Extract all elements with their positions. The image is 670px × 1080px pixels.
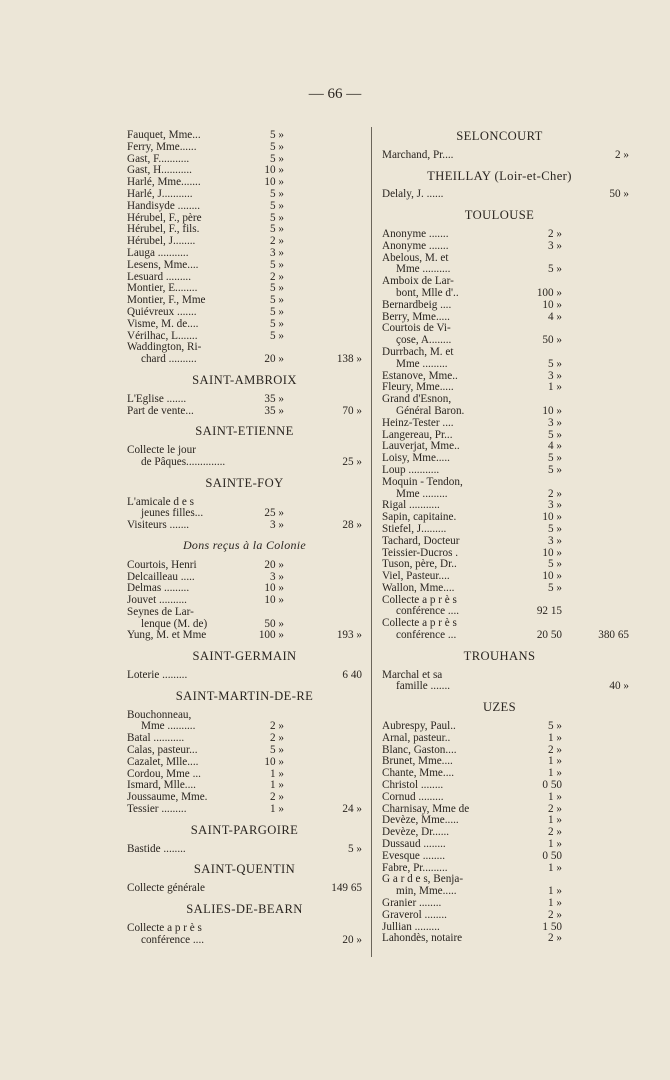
donation-amount: 1 » xyxy=(548,790,562,803)
donation-amount: 0 50 xyxy=(542,849,562,862)
donor-name: çose, A........ xyxy=(396,334,452,347)
section-total: 138 » xyxy=(336,353,362,366)
donation-amount: 2 » xyxy=(548,908,562,921)
donor-name: Fabre, Pr......... xyxy=(382,861,448,874)
donor-name: Lesens, Mme.... xyxy=(127,258,199,271)
donor-name: L'Eglise ....... xyxy=(127,392,187,405)
donor-name: Courtois de Vi- xyxy=(382,322,451,335)
donor-name: L'amicale d e s xyxy=(127,495,194,508)
donation-amount: 10 » xyxy=(542,570,562,583)
donation-amount: 2 » xyxy=(548,743,562,756)
donation-amount: 3 » xyxy=(548,239,562,252)
donation-amount: 1 » xyxy=(548,814,562,827)
donation-amount: 1 » xyxy=(548,381,562,394)
donor-name: Graverol ........ xyxy=(382,908,447,921)
donor-name: Quiévreux ....... xyxy=(127,305,197,318)
donor-name: Fleury, Mme..... xyxy=(382,381,454,394)
donor-name: Cornud ......... xyxy=(382,790,444,803)
donor-name: Anonyme ....... xyxy=(382,227,449,240)
donation-amount: 10 » xyxy=(264,164,284,177)
donation-amount: 35 » xyxy=(264,392,284,405)
donation-row xyxy=(382,933,617,945)
donation-amount: 0 50 xyxy=(542,779,562,792)
donor-name: Hérubel, F., fils. xyxy=(127,223,200,236)
section-total: 193 » xyxy=(336,629,362,642)
donor-name: Batal ........... xyxy=(127,732,185,745)
donation-row xyxy=(127,844,362,856)
section-heading: SAINT-GERMAIN xyxy=(192,649,297,664)
donor-name: Collecte a p r è s xyxy=(127,921,202,934)
donation-amount: 1 » xyxy=(548,767,562,780)
donor-name: conférence .... xyxy=(396,605,460,618)
donor-name: Brunet, Mme.... xyxy=(382,755,453,768)
donor-name: Marchand, Pr.... xyxy=(382,148,454,161)
donation-row xyxy=(127,406,362,418)
section-total: 24 » xyxy=(342,803,362,816)
donation-amount: 5 » xyxy=(548,263,562,276)
donor-name: Tessier ......... xyxy=(127,803,187,816)
donation-amount: 5 » xyxy=(548,463,562,476)
donation-row xyxy=(127,260,362,272)
donor-name: Lauverjat, Mme.. xyxy=(382,440,460,453)
donation-row xyxy=(382,792,617,804)
donation-row xyxy=(127,248,362,260)
donation-amount: 5 » xyxy=(548,452,562,465)
donation-amount: 2 » xyxy=(548,826,562,839)
section-total: 20 » xyxy=(342,933,362,946)
section-heading: SELONCOURT xyxy=(456,129,543,143)
donation-row xyxy=(127,201,362,213)
donor-name: Rigal ........... xyxy=(382,499,440,512)
donor-name: bont, Mlle d'.. xyxy=(396,286,459,299)
donation-amount: 2 » xyxy=(270,732,284,745)
donor-name: Chante, Mme.... xyxy=(382,767,455,780)
donation-amount: 2 » xyxy=(548,487,562,500)
donor-name: Seynes de Lar- xyxy=(127,605,194,618)
donor-name: Montier, E........ xyxy=(127,282,198,295)
donation-row xyxy=(382,524,617,536)
donor-name: Berry, Mme..... xyxy=(382,310,450,323)
donation-row xyxy=(127,354,362,366)
donation-row xyxy=(382,477,617,489)
donor-name: Wallon, Mme.... xyxy=(382,581,455,594)
donation-amount: 5 » xyxy=(270,282,284,295)
donor-name: chard .......... xyxy=(141,353,197,366)
donation-amount: 5 » xyxy=(270,294,284,307)
donation-amount: 2 » xyxy=(270,235,284,248)
donor-name: lenque (M. de) xyxy=(141,617,208,630)
donor-name: Marchal et sa xyxy=(382,668,443,681)
donor-name: Collecte le jour xyxy=(127,444,196,457)
page-number: — 66 — xyxy=(308,86,362,102)
right-column xyxy=(382,129,629,945)
donation-amount: 10 » xyxy=(264,582,284,595)
donor-name: Aubrespy, Paul.. xyxy=(382,720,456,733)
donor-name: Ismard, Mlle.... xyxy=(127,779,196,792)
donor-name: conférence ... xyxy=(396,629,457,642)
donation-amount: 3 » xyxy=(548,534,562,547)
donor-name: Ferry, Mme...... xyxy=(127,140,197,153)
donor-name: Arnal, pasteur.. xyxy=(382,731,451,744)
donation-amount: 5 » xyxy=(270,129,284,141)
donation-row xyxy=(382,288,617,300)
donation-amount: 5 » xyxy=(270,258,284,271)
donation-amount: 3 » xyxy=(548,499,562,512)
donation-amount: 2 » xyxy=(548,802,562,815)
donation-row xyxy=(127,607,362,619)
donation-row xyxy=(382,851,617,863)
donation-amount: 1 50 xyxy=(542,920,562,933)
donor-name: Blanc, Gaston.... xyxy=(382,743,457,756)
section-heading: SAINT-PARGOIRE xyxy=(190,822,299,837)
donation-amount: 1 » xyxy=(548,731,562,744)
donation-amount: 50 » xyxy=(264,617,284,630)
donation-amount: 5 » xyxy=(548,720,562,733)
donor-name: Devèze, Mme..... xyxy=(382,814,459,827)
donor-name: Dussaud ........ xyxy=(382,838,446,851)
donation-amount: 5 » xyxy=(548,522,562,535)
donor-name: Montier, F., Mme xyxy=(127,294,206,307)
section-total: 5 » xyxy=(348,842,362,855)
donation-row xyxy=(382,680,629,693)
section-total: 149 65 xyxy=(331,882,362,895)
donor-name: Heinz-Tester .... xyxy=(382,416,454,429)
donation-amount: 50 » xyxy=(542,334,562,347)
donation-row xyxy=(382,583,617,595)
donor-name: Stiefel, J......... xyxy=(382,522,447,535)
donation-amount: 5 » xyxy=(270,329,284,342)
donor-name: Gast, F........... xyxy=(127,152,190,165)
donor-name: Visme, M. de.... xyxy=(127,317,199,330)
donor-name: Cazalet, Mlle.... xyxy=(127,755,199,768)
donation-amount: 10 » xyxy=(542,511,562,524)
donation-row xyxy=(127,189,362,201)
donation-amount: 3 » xyxy=(270,246,284,259)
section-heading: SAINTE-FOY xyxy=(205,475,284,490)
donation-amount: 2 » xyxy=(270,791,284,804)
donation-row xyxy=(127,520,362,532)
section-total: 6 40 xyxy=(342,669,362,682)
donor-name: Waddington, Ri- xyxy=(127,341,202,354)
donor-name: Grand d'Esnon, xyxy=(382,393,452,406)
donation-amount: 100 » xyxy=(258,629,284,642)
donation-amount: 2 » xyxy=(270,720,284,733)
section-heading: THEILLAY (Loir-et-Cher) xyxy=(427,168,572,183)
donation-amount: 3 » xyxy=(548,416,562,429)
donor-name: Delmas ......... xyxy=(127,582,190,595)
donor-name: Jullian ......... xyxy=(382,920,440,933)
donor-name: Delcailleau ..... xyxy=(127,570,195,583)
donation-row xyxy=(127,394,362,406)
donor-name: Teissier-Ducros . xyxy=(382,546,459,559)
donation-amount: 3 » xyxy=(270,570,284,583)
donor-name: conférence .... xyxy=(141,933,205,946)
donor-name: Harlé, Mme....... xyxy=(127,176,201,189)
donor-name: Langereau, Pr... xyxy=(382,428,453,441)
donation-row xyxy=(127,630,362,642)
donation-row xyxy=(382,188,629,201)
donor-name: Hérubel, J........ xyxy=(127,235,196,248)
donation-row xyxy=(382,733,617,745)
donor-name: Mme .......... xyxy=(141,720,196,733)
donation-row xyxy=(127,935,362,947)
donor-name: Durrbach, M. et xyxy=(382,345,454,358)
donor-name: Charnisay, Mme de xyxy=(382,802,470,815)
donor-name: Visiteurs ....... xyxy=(127,519,190,532)
section-total: 2 » xyxy=(615,148,629,161)
section-total: 40 » xyxy=(609,680,629,693)
donor-name: Loup ........... xyxy=(382,463,440,476)
donation-row xyxy=(127,319,362,331)
section-heading: SAINT-ETIENNE xyxy=(195,424,294,439)
donation-row xyxy=(127,883,362,895)
donation-amount: 1 » xyxy=(548,838,562,851)
donor-name: Joussaume, Mme. xyxy=(127,791,208,804)
section-total: 70 » xyxy=(342,404,362,417)
donation-amount: 5 » xyxy=(270,223,284,236)
section-heading: SAINT-MARTIN-DE-RE xyxy=(175,688,314,703)
donor-name: Mme ......... xyxy=(396,487,448,500)
donor-name: Vérilhac, L....... xyxy=(127,329,198,342)
donor-name: de Pâques.............. xyxy=(141,455,226,468)
donation-amount: 1 » xyxy=(270,779,284,792)
donation-amount: 35 » xyxy=(264,404,284,417)
donation-row xyxy=(127,142,362,154)
donor-name: Mme .......... xyxy=(396,263,451,276)
donor-name: Gast, H........... xyxy=(127,164,192,177)
donor-name: Cordou, Mme ... xyxy=(127,767,201,780)
donor-name: Lahondès, notaire xyxy=(382,932,463,945)
section-heading: SALIES-DE-BEARN xyxy=(186,902,303,917)
donor-name: Abelous, M. et xyxy=(382,251,449,264)
donation-amount: 10 » xyxy=(264,755,284,768)
donation-amount: 4 » xyxy=(548,310,562,323)
donation-row xyxy=(382,148,629,162)
donation-amount: 5 » xyxy=(270,744,284,757)
donation-amount: 3 » xyxy=(548,369,562,382)
donor-name: Delaly, J. ...... xyxy=(382,188,444,201)
donation-row xyxy=(127,670,362,682)
donor-name: Handisyde ........ xyxy=(127,199,201,212)
donation-row xyxy=(127,923,362,935)
section-total: 380 65 xyxy=(598,629,629,642)
donation-amount: 5 » xyxy=(548,558,562,571)
donation-row xyxy=(382,418,617,430)
donor-name: Lesuard ......... xyxy=(127,270,192,283)
donor-name: Granier ........ xyxy=(382,897,442,910)
donation-amount: 5 » xyxy=(270,317,284,330)
donation-amount: 92 15 xyxy=(536,605,562,618)
donation-row xyxy=(382,229,617,241)
donation-amount: 20 » xyxy=(264,558,284,571)
donation-row xyxy=(382,359,617,371)
donor-name: Christol ........ xyxy=(382,779,444,792)
donor-name: Bouchonneau, xyxy=(127,708,192,721)
donor-name: Loisy, Mme..... xyxy=(382,452,450,465)
donor-name: Bastide ........ xyxy=(127,842,186,855)
donation-amount: 5 » xyxy=(270,140,284,153)
donation-amount: 10 » xyxy=(542,298,562,311)
donor-name: Collecte a p r è s xyxy=(382,617,457,630)
section-heading: SAINT-QUENTIN xyxy=(193,862,296,877)
donor-name: famille ....... xyxy=(396,680,451,693)
donation-amount: 10 » xyxy=(264,176,284,189)
section-heading: TROUHANS xyxy=(463,648,536,663)
donation-amount: 4 » xyxy=(548,440,562,453)
donation-amount: 5 » xyxy=(270,199,284,212)
donation-amount: 1 » xyxy=(270,803,284,816)
donor-name: Collecte générale xyxy=(127,882,205,895)
donation-row xyxy=(382,629,629,642)
donor-name: min, Mme..... xyxy=(396,885,457,898)
donor-name: Devèze, Dr...... xyxy=(382,826,450,839)
section-heading: SAINT-AMBROIX xyxy=(192,372,297,387)
donation-row xyxy=(127,307,362,319)
donation-row xyxy=(382,241,617,253)
donor-name: Loterie ......... xyxy=(127,669,188,682)
donor-name: Viel, Pasteur.... xyxy=(382,570,450,583)
donation-amount: 5 » xyxy=(270,152,284,165)
donor-name: Calas, pasteur... xyxy=(127,744,198,757)
donation-amount: 1 » xyxy=(548,897,562,910)
donor-name: Tachard, Docteur xyxy=(382,534,460,547)
donation-row xyxy=(127,757,362,769)
donation-row xyxy=(382,910,617,922)
donor-name: Hérubel, F., père xyxy=(127,211,202,224)
donation-row xyxy=(382,347,617,359)
left-column xyxy=(127,130,362,946)
donation-row xyxy=(382,300,617,312)
donor-name: Sapin, capitaine. xyxy=(382,511,457,524)
donation-row xyxy=(382,465,617,477)
donor-name: Jouvet .......... xyxy=(127,594,187,607)
donor-name: Estanove, Mme.. xyxy=(382,369,458,382)
donation-amount: 5 » xyxy=(548,581,562,594)
section-heading: UZES xyxy=(482,700,517,715)
donation-amount: 1 » xyxy=(548,755,562,768)
donation-row xyxy=(382,406,617,418)
section-total: 50 » xyxy=(609,188,629,201)
donor-name: Collecte a p r è s xyxy=(382,593,457,606)
donation-row xyxy=(127,560,362,572)
donor-name: G a r d e s, Benja- xyxy=(382,873,464,886)
section-total: 28 » xyxy=(342,519,362,532)
donation-amount: 5 » xyxy=(548,357,562,370)
section-total: 25 » xyxy=(342,455,362,468)
donation-amount: 5 » xyxy=(270,187,284,200)
donation-amount: 5 » xyxy=(270,305,284,318)
section-heading: TOULOUSE xyxy=(464,208,535,223)
donor-name: Tuson, père, Dr.. xyxy=(382,558,457,571)
donor-name: jeunes filles... xyxy=(141,507,204,520)
donation-amount: 100 » xyxy=(536,286,562,299)
donation-amount: 25 » xyxy=(264,507,284,520)
donation-amount: 20 » xyxy=(264,353,284,366)
donor-name: Mme ......... xyxy=(396,357,448,370)
section-subheading: Dons reçus à la Colonie xyxy=(182,537,307,552)
donor-name: Fauquet, Mme... xyxy=(127,129,201,141)
donation-amount: 3 » xyxy=(270,519,284,532)
column-divider xyxy=(371,127,372,957)
donation-amount: 5 » xyxy=(548,428,562,441)
donor-name: Amboix de Lar- xyxy=(382,275,454,288)
donor-name: Général Baron. xyxy=(396,404,465,417)
donation-amount: 1 » xyxy=(548,861,562,874)
donation-row xyxy=(382,536,617,548)
donor-name: Courtois, Henri xyxy=(127,558,197,571)
donation-amount: 1 » xyxy=(270,767,284,780)
donor-name: Anonyme ....... xyxy=(382,239,449,252)
donation-amount: 10 » xyxy=(542,546,562,559)
donor-name: Lauga ........... xyxy=(127,246,189,259)
donation-row xyxy=(127,804,362,816)
donation-amount: 2 » xyxy=(270,270,284,283)
donation-amount: 10 » xyxy=(542,404,562,417)
donor-name: Part de vente... xyxy=(127,404,194,417)
donor-name: Moquin - Tendon, xyxy=(382,475,463,488)
donation-amount: 5 » xyxy=(270,211,284,224)
donation-amount: 10 » xyxy=(264,594,284,607)
donation-amount: 1 » xyxy=(548,885,562,898)
donor-name: Bernardbeig .... xyxy=(382,298,452,311)
donation-amount: 2 » xyxy=(548,932,562,945)
donation-row xyxy=(127,457,362,469)
donor-name: Evesque ........ xyxy=(382,849,446,862)
donation-amount: 20 50 xyxy=(536,629,562,642)
donation-amount: 2 » xyxy=(548,227,562,240)
donor-name: Harlé, J........... xyxy=(127,187,193,200)
donor-name: Yung, M. et Mme xyxy=(127,629,207,642)
